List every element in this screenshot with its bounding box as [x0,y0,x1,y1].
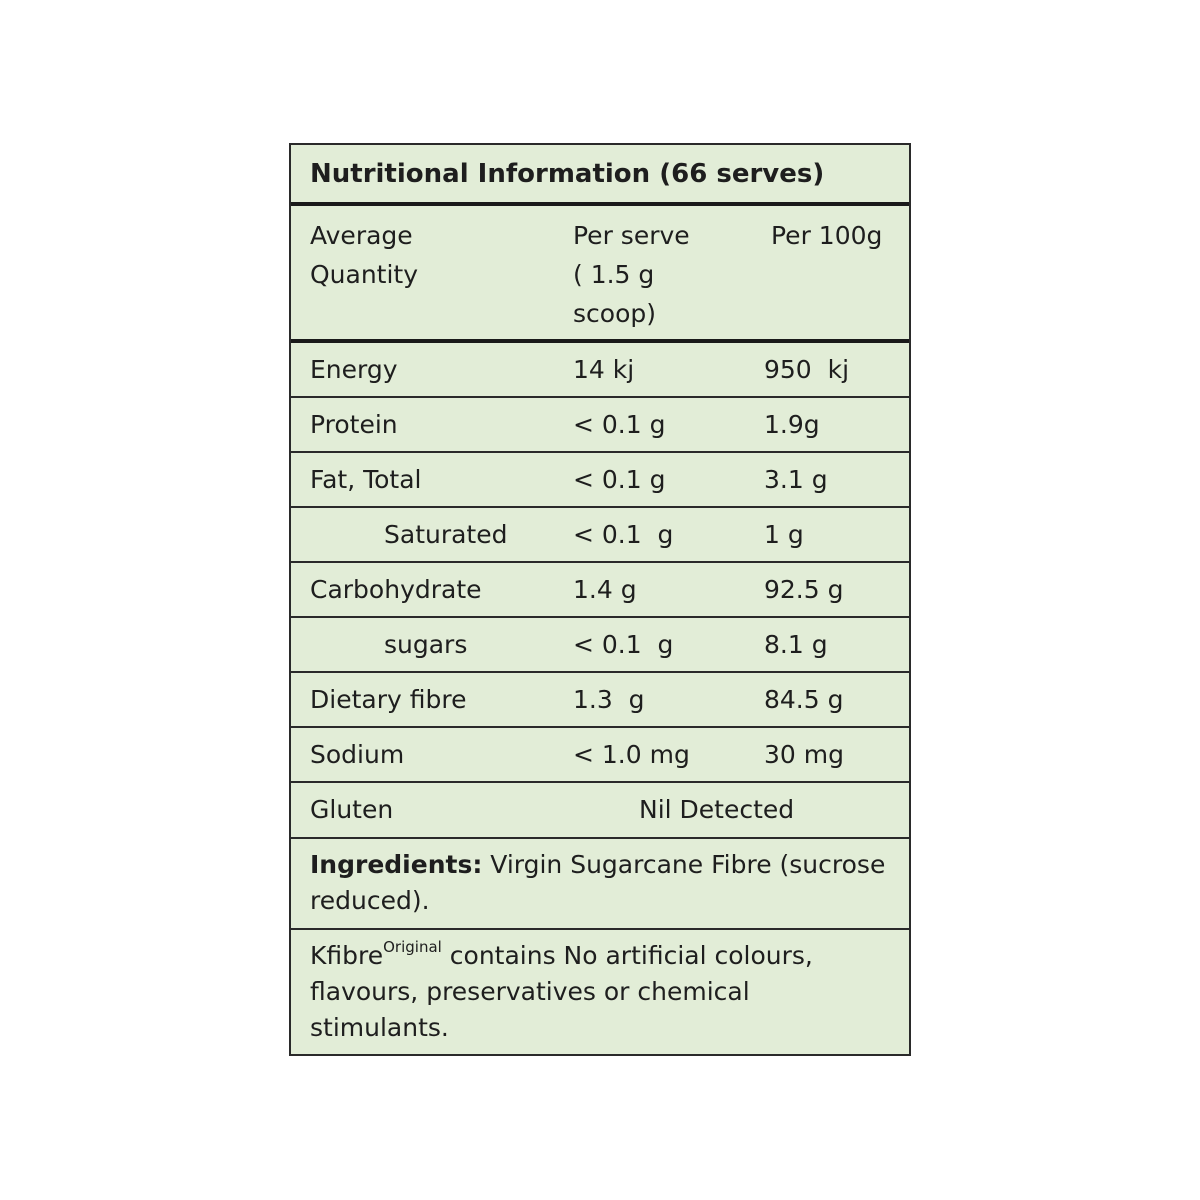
header-per-100g: Per 100g [771,221,883,250]
nutrient-label: Saturated [384,520,508,549]
brand-name: Kfibre [310,941,384,970]
nutrient-row [291,398,909,453]
header-per-serve-line1: Per serve [573,221,690,250]
nutrient-label: Fat, Total [310,465,422,494]
ingredients-value: Virgin Sugarcane Fibre (sucrose reduced). [310,850,886,915]
header-average-line: Average [310,221,413,250]
ingredients-text [310,847,895,919]
per-100g-value: 84.5 g [764,685,844,714]
title-row [291,145,909,206]
panel-title: Nutritional Information (66 serves) [310,159,825,189]
header-per-serve [573,216,690,333]
footer-statement: contains No artificial colours, flavours, preservatives or chemical stimulants. [310,941,813,1042]
per-serve-value: < 0.1 g [573,630,674,659]
per-serve-value: 1.4 g [573,575,637,604]
nutrient-row [291,508,909,563]
per-100g-value: 1 g [764,520,804,549]
per-serve-value: < 0.1 g [573,410,666,439]
brand-superscript: Original [383,937,442,956]
header-per-serve-line3: scoop) [573,299,656,328]
per-serve-value: 14 kj [573,355,635,384]
per-100g-value: 3.1 g [764,465,828,494]
nutrition-panel [289,143,911,1056]
gluten-row [291,783,909,839]
per-serve-value: < 0.1 g [573,520,674,549]
nutrient-row [291,453,909,508]
header-average-quantity [310,216,418,294]
nutrient-label: sugars [384,630,468,659]
gluten-label: Gluten [310,795,394,824]
gluten-value: Nil Detected [639,795,795,824]
footer-row [291,930,909,1054]
nutrient-row [291,673,909,728]
nutrient-label: Carbohydrate [310,575,482,604]
per-100g-value: 8.1 g [764,630,828,659]
footer-text [310,938,895,1046]
nutrient-label: Sodium [310,740,405,769]
nutrient-label: Energy [310,355,398,384]
per-serve-value: < 1.0 mg [573,740,690,769]
per-100g-value: 30 mg [764,740,844,769]
per-100g-value: 950 kj [764,355,850,384]
nutrient-label: Dietary fibre [310,685,467,714]
nutrient-label: Protein [310,410,398,439]
column-header-row [291,206,909,343]
nutrient-row [291,343,909,398]
ingredients-row [291,839,909,930]
per-100g-value: 1.9g [764,410,820,439]
nutrient-row [291,563,909,618]
per-100g-value: 92.5 g [764,575,844,604]
nutrient-row [291,728,909,783]
ingredients-label: Ingredients: [310,850,483,879]
per-serve-value: < 0.1 g [573,465,666,494]
per-serve-value: 1.3 g [573,685,645,714]
header-quantity-line: Quantity [310,260,419,289]
header-per-serve-line2: ( 1.5 g [573,260,655,289]
nutrient-row [291,618,909,673]
